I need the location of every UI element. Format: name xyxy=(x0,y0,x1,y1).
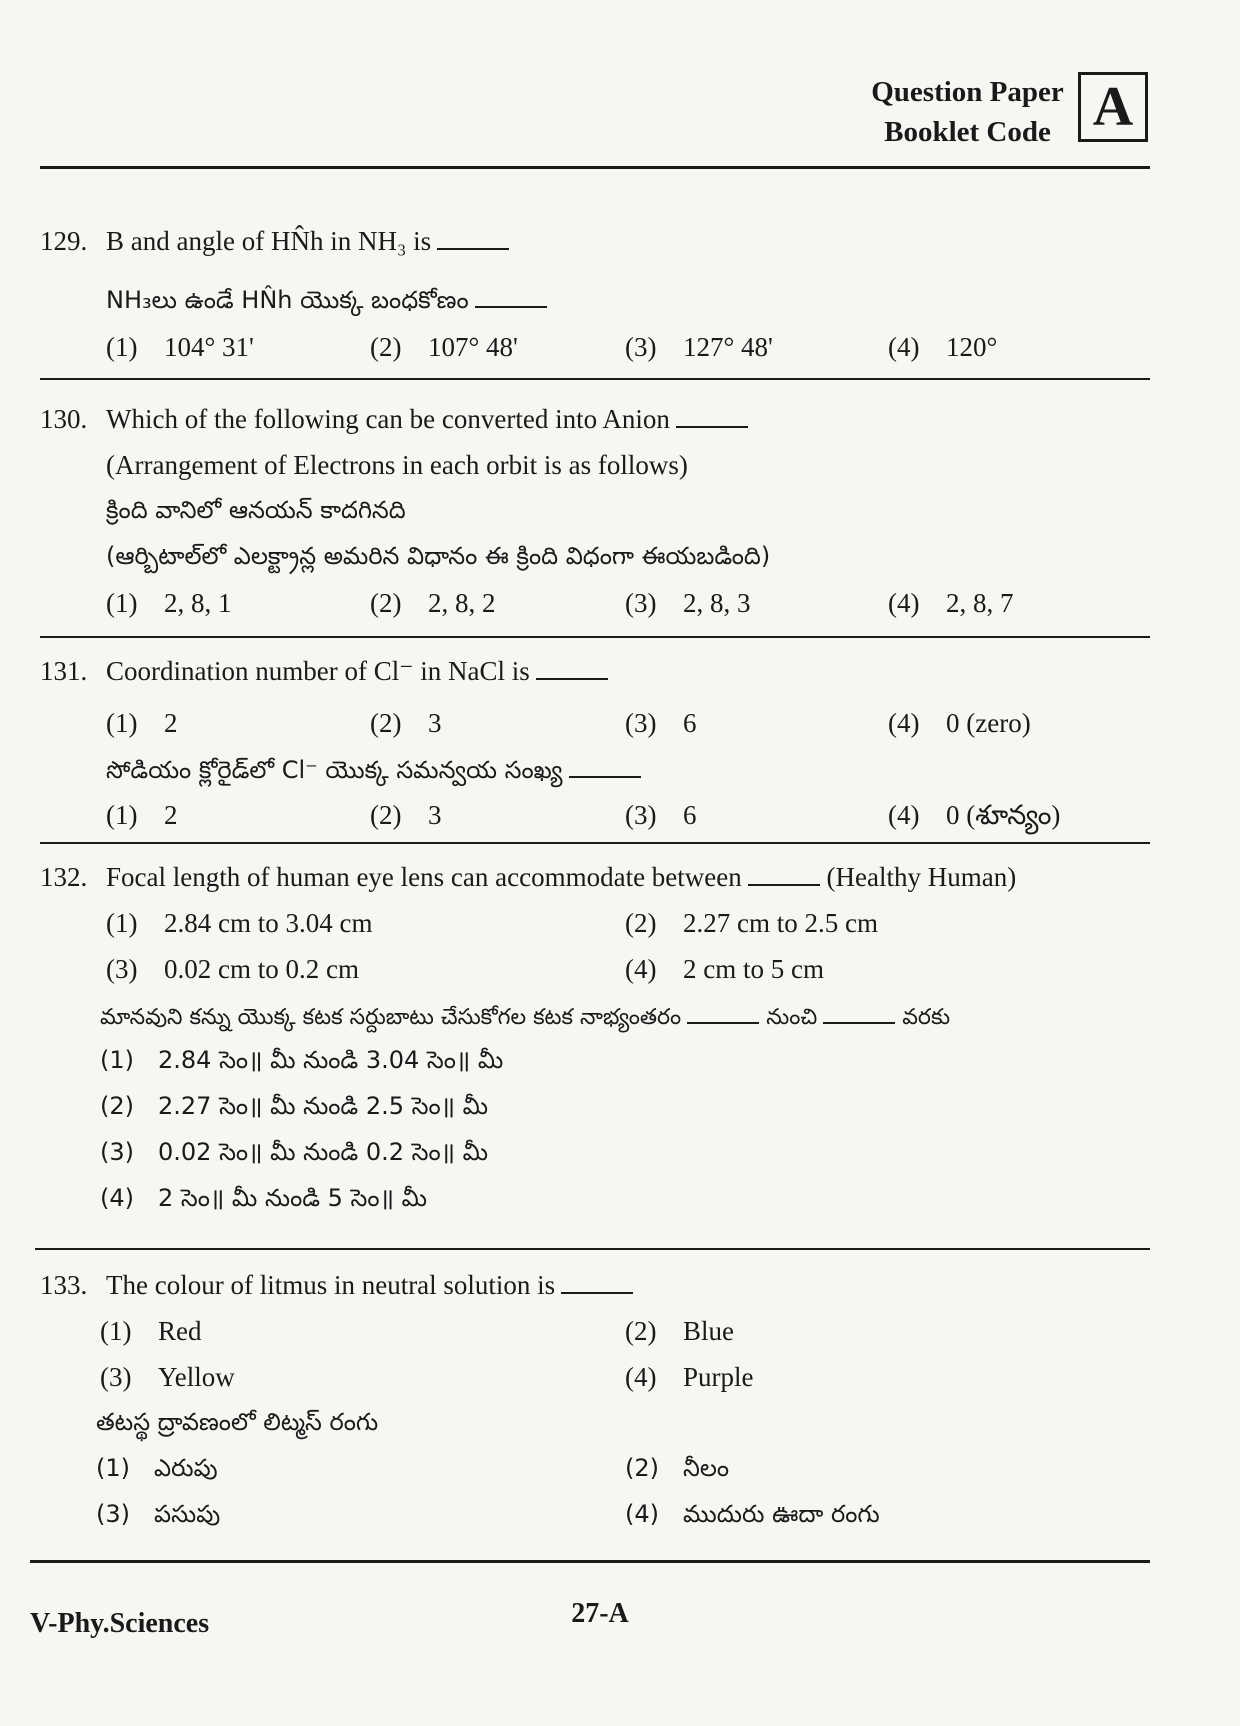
option-3: (3) 2, 8, 3 xyxy=(625,588,751,618)
question-stem-en-note: (Arrangement of Electrons in each orbit is as follows) xyxy=(106,450,688,480)
question-stem-en-note: (Healthy Human) xyxy=(826,862,1017,892)
question-divider xyxy=(40,842,1150,844)
option-4: (4) 2 సెం॥ మీ నుండి 5 సెం॥ మీ xyxy=(100,1184,427,1212)
option-3: (3) 6 xyxy=(625,800,697,830)
option-4: (4) Purple xyxy=(625,1362,754,1392)
question-133 xyxy=(40,1270,1200,1546)
option-1: (1) 2.84 cm to 3.04 cm xyxy=(106,908,373,938)
question-131 xyxy=(40,656,1200,846)
option-2: (2) 3 xyxy=(370,708,442,738)
option-1: (1) Red xyxy=(100,1316,202,1346)
option-2: (2) 107° 48' xyxy=(370,332,518,362)
question-divider xyxy=(35,1248,1150,1250)
answer-blank xyxy=(536,656,608,680)
option-3: (3) 127° 48' xyxy=(625,332,773,362)
option-2: (2) Blue xyxy=(625,1316,734,1346)
option-2: (2) 2, 8, 2 xyxy=(370,588,496,618)
question-stem-en: Which of the following can be converted into Anion xyxy=(106,404,670,434)
question-stem-te: తటస్థ ద్రావణంలో లిట్మస్ రంగు xyxy=(96,1408,379,1436)
answer-blank xyxy=(676,404,748,428)
option-3: (3) 6 xyxy=(625,708,697,738)
header-divider xyxy=(40,166,1150,169)
booklet-label-line2: Booklet Code xyxy=(884,116,1051,148)
answer-blank xyxy=(437,226,509,250)
answer-blank xyxy=(823,1000,895,1024)
page-number: 27-A xyxy=(571,1598,629,1629)
option-2: (2) 2.27 సెం॥ మీ నుండి 2.5 సెం॥ మీ xyxy=(100,1092,489,1120)
question-stem-te: NH₃లు ఉండే HN̂h యొక్క బంధకోణం xyxy=(106,286,469,314)
question-number: 132. xyxy=(40,862,88,892)
option-4: (4) 0 (zero) xyxy=(888,708,1031,738)
option-1: (1) 104° 31' xyxy=(106,332,254,362)
booklet-code-box: A xyxy=(1078,72,1148,142)
option-1: (1) 2 xyxy=(106,800,178,830)
question-stem-en: Focal length of human eye lens can accommodate between xyxy=(106,862,742,892)
option-1: (1) 2.84 సెం॥ మీ నుండి 3.04 సెం॥ మీ xyxy=(100,1046,504,1074)
question-stem-te: సోడియం క్లోరైడ్‌లో Cl⁻ యొక్క సమన్వయ సంఖ్య xyxy=(106,756,563,784)
option-4: (4) 120° xyxy=(888,332,998,362)
question-stem-en: The colour of litmus in neutral solution is xyxy=(106,1270,556,1300)
option-2: (2) 3 xyxy=(370,800,442,830)
question-stem-en: B and angle of HN̂h in NH₃ is xyxy=(106,226,432,256)
option-3: (3) Yellow xyxy=(100,1362,235,1392)
question-number: 129. xyxy=(40,226,88,256)
question-divider xyxy=(40,636,1150,638)
question-130 xyxy=(40,404,1200,634)
question-divider xyxy=(40,378,1150,380)
question-number: 133. xyxy=(40,1270,88,1300)
option-4: (4) ముదురు ఊదా రంగు xyxy=(625,1500,880,1528)
question-stem-te: మానవుని కన్ను యొక్క కటక సర్దుబాటు చేసుకోగల కటక నాభ్యంతరం xyxy=(100,1005,682,1030)
question-129 xyxy=(40,226,1200,378)
question-132 xyxy=(40,862,1200,1230)
subject-code: V-Phy.Sciences xyxy=(30,1608,210,1639)
answer-blank xyxy=(687,1000,759,1024)
booklet-label-line1: Question Paper xyxy=(871,76,1064,108)
answer-blank xyxy=(475,284,547,308)
option-1: (1) 2, 8, 1 xyxy=(106,588,232,618)
question-number: 130. xyxy=(40,404,88,434)
question-stem-te-mid: నుంచి xyxy=(766,1005,818,1030)
question-stem-te: క్రింది వానిలో ఆనయన్ కాదగినది xyxy=(106,496,406,524)
answer-blank xyxy=(569,754,641,778)
answer-blank xyxy=(561,1270,633,1294)
option-4: (4) 0 (శూన్యం) xyxy=(888,800,1061,830)
option-3: (3) పసుపు xyxy=(96,1500,221,1528)
question-number: 131. xyxy=(40,656,88,686)
option-4: (4) 2 cm to 5 cm xyxy=(625,954,824,984)
option-1: (1) ఎరుపు xyxy=(96,1454,218,1482)
option-3: (3) 0.02 cm to 0.2 cm xyxy=(106,954,359,984)
option-2: (2) నీలం xyxy=(625,1454,730,1482)
answer-blank xyxy=(748,862,820,886)
option-2: (2) 2.27 cm to 2.5 cm xyxy=(625,908,878,938)
option-3: (3) 0.02 సెం॥ మీ నుండి 0.2 సెం॥ మీ xyxy=(100,1138,489,1166)
question-stem-en: Coordination number of Cl⁻ in NaCl is xyxy=(106,656,530,686)
footer-divider xyxy=(30,1560,1150,1563)
option-4: (4) 2, 8, 7 xyxy=(888,588,1014,618)
question-stem-te-note: (ఆర్బిటాల్‌లో ఎలక్ట్రాన్ల అమరిన విధానం ఈ క్రింది విధంగా ఈయబడింది) xyxy=(106,542,771,570)
option-1: (1) 2 xyxy=(106,708,178,738)
question-stem-te-tail: వరకు xyxy=(902,1005,951,1030)
booklet-code-label xyxy=(860,72,1075,152)
